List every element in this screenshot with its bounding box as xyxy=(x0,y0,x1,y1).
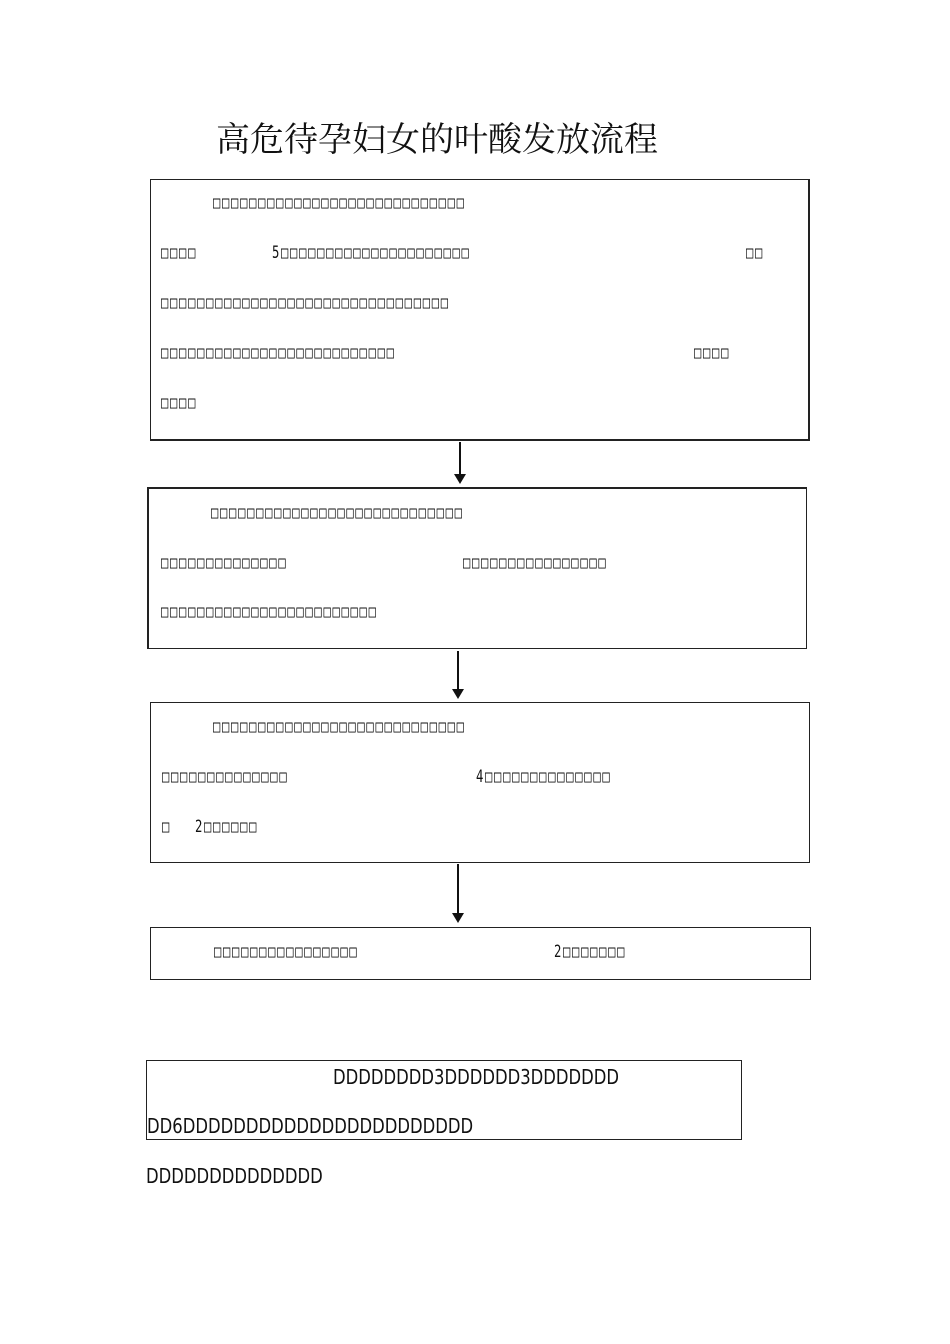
note-line-1: DDDDDDDD3DDDDDD3DDDDDDD xyxy=(333,1065,620,1089)
note-line-3: DDDDDDDDDDDDDD xyxy=(146,1164,323,1188)
flow-step-2-box xyxy=(147,487,807,649)
step-2-line-2a: □□□□□□□□□□□□□□ xyxy=(161,553,288,573)
note-line-2: DD6DDDDDDDDDDDDDDDDDDDDDDD xyxy=(147,1114,474,1138)
flow-step-4-box xyxy=(150,927,811,980)
step-1-line-2b: 5□□□□□□□□□□□□□□□□□□□□□ xyxy=(272,243,471,263)
note-box xyxy=(146,1060,742,1140)
step-3-line-1: □□□□□□□□□□□□□□□□□□□□□□□□□□□□ xyxy=(213,717,466,737)
step-3-line-2a: □□□□□□□□□□□□□□ xyxy=(162,767,289,787)
step-1-line-2a: □□□□ xyxy=(161,243,198,263)
step-2-line-3: □□□□□□□□□□□□□□□□□□□□□□□□ xyxy=(161,602,378,622)
step-3-line-3b: 2□□□□□□ xyxy=(195,817,259,837)
step-2-line-1: □□□□□□□□□□□□□□□□□□□□□□□□□□□□ xyxy=(211,503,464,523)
down-arrow-3 xyxy=(457,864,459,921)
step-1-line-5: □□□□ xyxy=(161,393,198,413)
page-title: 高危待孕妇女的叶酸发放流程 xyxy=(216,120,658,160)
down-arrow-1 xyxy=(459,442,461,482)
step-1-line-3: □□□□□□□□□□□□□□□□□□□□□□□□□□□□□□□□ xyxy=(161,293,450,313)
step-1-line-2c: □□ xyxy=(746,243,765,263)
step-4-line-1a: □□□□□□□□□□□□□□□□ xyxy=(214,942,359,962)
step-3-line-3a: □ xyxy=(162,817,172,837)
step-2-line-2b: □□□□□□□□□□□□□□□□ xyxy=(463,553,608,573)
flow-step-1-box xyxy=(150,179,810,441)
step-1-line-4b: □□□□ xyxy=(694,343,731,363)
step-3-line-2b: 4□□□□□□□□□□□□□□ xyxy=(476,767,612,787)
flow-step-3-box xyxy=(150,702,810,863)
step-4-line-1b: 2□□□□□□□ xyxy=(554,942,627,962)
step-1-line-1: □□□□□□□□□□□□□□□□□□□□□□□□□□□□ xyxy=(213,193,466,213)
step-1-line-4a: □□□□□□□□□□□□□□□□□□□□□□□□□□ xyxy=(161,343,396,363)
down-arrow-2 xyxy=(457,651,459,697)
